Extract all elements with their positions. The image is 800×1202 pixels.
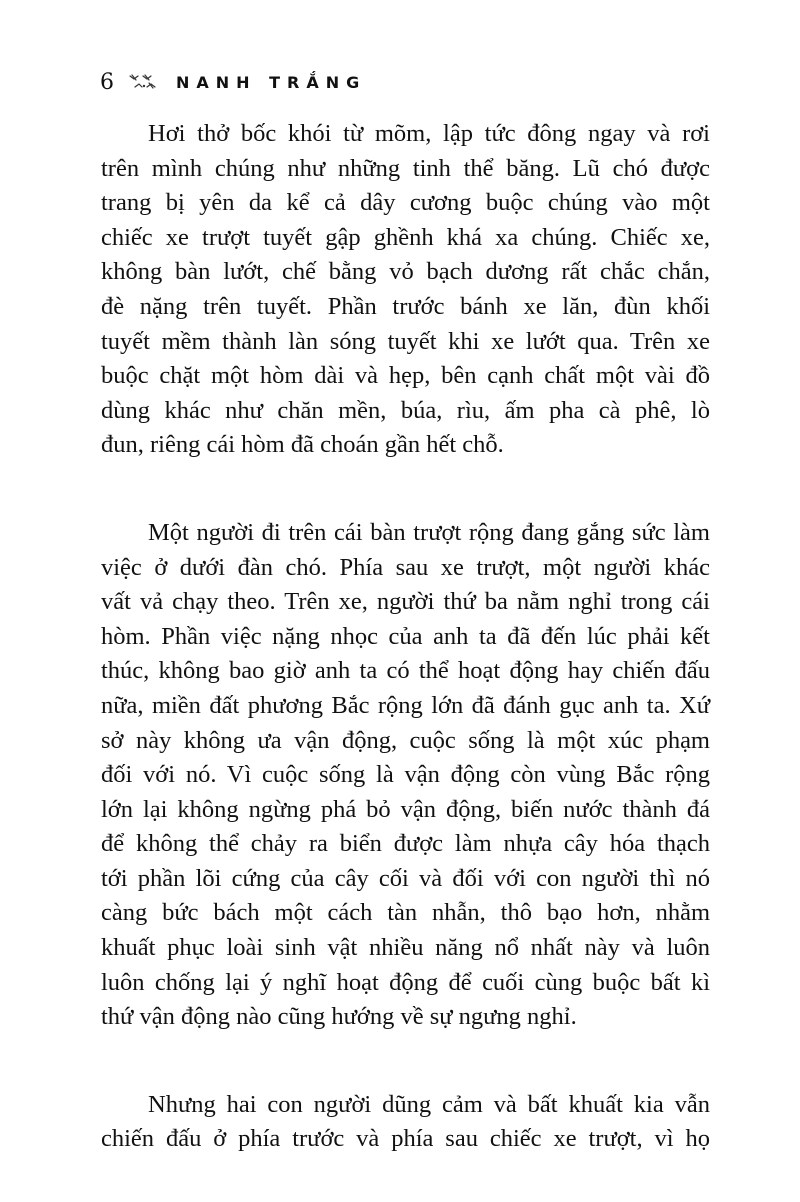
text-line: đối với nó. Vì cuộc sống là vận động còn vùng Bắc rộng <box>101 761 710 789</box>
text-line: tuyết mềm thành làn sóng tuyết khi xe lướt qua. Trên xe <box>101 327 710 355</box>
text-line: Một người đi trên cái bàn trượt rộng đang gắng sức làm <box>148 518 710 546</box>
text-line: tới phần lõi cứng của cây cối và đối với con người thì nó <box>101 864 710 892</box>
text-line: Hơi thở bốc khói từ mõm, lập tức đông ngay và rơi <box>148 120 710 147</box>
text-line: Nhưng hai con người dũng cảm và bất khuất kia vẫn <box>148 1090 710 1118</box>
text-line: lớn lại không ngừng phá bỏ vận động, biến nước thành đá <box>101 795 710 823</box>
page-header <box>100 62 366 102</box>
page-number: 6 <box>100 69 114 95</box>
text-line: thúc, không bao giờ anh ta có thể hoạt động hay chiến đấu <box>101 657 710 685</box>
text-line: buộc chặt một hòm dài và hẹp, bên cạnh chất một vài đồ <box>101 362 710 390</box>
text-line: việc ở dưới đàn chó. Phía sau xe trượt, một người khác <box>101 553 710 581</box>
text-line: vất vả chạy theo. Trên xe, người thứ ba nằm nghỉ trong cái <box>101 588 710 616</box>
text-line: trên mình chúng như những tinh thể băng. Lũ chó được <box>101 154 710 182</box>
paragraph-spacer <box>101 463 710 516</box>
text-line: đun, riêng cái hòm đã choán gần hết chỗ. <box>101 431 504 459</box>
text-line: luôn chống lại ý nghĩ hoạt động để cuối cùng buộc bất kì <box>101 968 710 996</box>
text-line: không bàn lướt, chế bằng vỏ bạch dương rất chắc chắn, <box>101 258 710 286</box>
text-line: dùng khác như chăn mền, búa, rìu, ấm pha cà phê, lò <box>101 396 710 424</box>
paragraph-2 <box>101 516 710 1035</box>
text-line: sở này không ưa vận động, cuộc sống là một xúc phạm <box>101 726 710 754</box>
text-line: trang bị yên da kể cả dây cương buộc chúng vào một <box>101 189 710 217</box>
text-line: chiếc xe trượt tuyết gập ghềnh khá xa chúng. Chiếc xe, <box>101 223 710 251</box>
text-line: thứ vận động nào cũng hướng về sự ngưng nghỉ. <box>101 1003 577 1031</box>
paragraph-spacer <box>101 1035 710 1088</box>
decorative-flourish-icon <box>128 71 158 93</box>
text-line: càng bức bách một cách tàn nhẫn, thô bạo hơn, nhằm <box>101 899 710 927</box>
text-line: hòm. Phần việc nặng nhọc của anh ta đã đến lúc phải kết <box>101 622 710 650</box>
text-line: để không thể chảy ra biển được làm nhựa cây hóa thạch <box>101 830 710 858</box>
text-line: chiến đấu ở phía trước và phía sau chiếc xe trượt, vì họ <box>101 1125 710 1153</box>
text-line: đè nặng trên tuyết. Phần trước bánh xe lăn, đùn khối <box>101 292 710 320</box>
body-text <box>101 117 710 1157</box>
text-line: khuất phục loài sinh vật nhiều năng nổ nhất này và luôn <box>101 934 710 962</box>
running-title: NANH TRẮNG <box>176 72 367 92</box>
paragraph-1 <box>101 117 710 463</box>
paragraph-3 <box>101 1088 710 1157</box>
text-line: nữa, miền đất phương Bắc rộng lớn đã đánh gục anh ta. Xứ <box>101 691 710 719</box>
